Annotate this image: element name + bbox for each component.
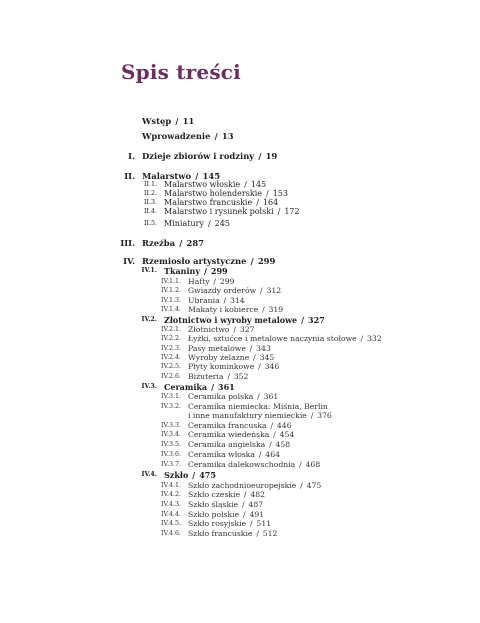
toc-entry-number: IV.1.1. [161,278,181,285]
toc-entry-page: 475 [199,470,216,480]
toc-entry-page: 458 [275,440,291,449]
toc-entry-title: Wyroby żelazne / 345 [188,353,275,362]
toc-entry-number: IV.2.2. [161,335,181,342]
toc-entry-number: II.4. [144,208,157,215]
toc-entry-title: Szkło śląskie / 487 [188,500,264,509]
toc-entry-title: Szkło czeskie / 482 [188,490,266,499]
toc-entry-page: 299 [257,256,276,266]
toc-entry-separator: / [171,116,183,126]
toc-entry-title: Ceramika polska / 361 [188,392,279,401]
toc-entry-separator: / [188,470,200,480]
toc-entry-number: IV.3.6. [161,451,181,458]
toc-entry-page: 376 [317,411,332,420]
toc-entry-title: Złotnictwo i wyroby metalowe / 327 [164,315,325,325]
toc-entry-number: IV.4.2. [161,491,181,498]
toc-entry-title: i inne manufaktury niemieckie / 376 [188,411,332,420]
toc-entry-page: 512 [262,529,278,538]
toc-entry-page: 319 [268,305,284,314]
toc-entry-page: 454 [279,430,295,439]
toc-entry-page: 299 [219,277,235,286]
toc-entry-number: IV.3.2. [161,403,181,410]
toc-entry-number: III. [120,238,135,248]
toc-entry-title: Dzieje zbiorów i rodziny / 19 [142,151,278,161]
toc-entry[interactable] [0,220,480,231]
toc-entry-separator: / [200,266,211,276]
toc-entry-page: 327 [308,315,325,325]
toc-entry-page: 511 [256,519,272,528]
toc-entry-separator: / [266,421,277,430]
toc-entry-title: Pasy metalowe / 343 [188,344,271,353]
toc-entry-separator: / [203,219,215,228]
toc-entry-title: Biżuteria / 352 [188,372,249,381]
toc-entry-number: IV.4.5. [161,520,181,527]
toc-entry-separator: / [269,430,280,439]
toc-entry-number: IV.2.6. [161,373,181,380]
toc-entry-number: II.5. [144,220,157,227]
toc-entry-title: Szkło / 475 [164,470,216,480]
toc-entry-separator: / [240,180,251,189]
toc-entry-page: 172 [284,207,300,216]
toc-entry-title: Ubrania / 314 [188,296,245,305]
toc-entry-number: I. [128,151,135,161]
toc-entry-title: Malarstwo holenderskie / 153 [164,189,288,198]
toc-entry-separator: / [238,500,249,509]
toc-entry-separator: / [296,481,307,490]
toc-entry-page: 287 [186,238,205,248]
toc-entry-title: Płyty kominkowe / 346 [188,362,280,371]
toc-entry-number: IV.1.3. [161,297,181,304]
toc-entry-page: 245 [214,219,230,228]
toc-entry-page: 145 [250,180,267,189]
toc-entry-number: II.3. [144,199,157,206]
toc-entry-separator: / [255,450,266,459]
toc-entry-number: IV.1.2. [161,287,181,294]
toc-entry[interactable] [0,239,480,250]
toc-entry-page: 11 [182,116,195,126]
toc-entry-number: II.1. [144,181,157,188]
toc-entry-title: Tkaniny / 299 [164,266,228,276]
toc-entry-page: 299 [210,266,228,276]
toc-entry-title: Ceramika / 361 [164,382,235,392]
toc-entry-title: Ceramika angielska / 458 [188,440,291,449]
toc-entry-separator: / [223,372,234,381]
toc-entry-separator: / [249,353,260,362]
toc-entry-title: Łyżki, sztućce i metalowe naczynia stołowe / 332 [188,334,382,343]
toc-entry-page: 464 [265,450,280,459]
toc-entry-separator: / [219,296,230,305]
toc-entry-separator: / [246,256,258,266]
toc-entry-title: Szkło rosyjskie / 511 [188,519,272,528]
toc-entry-page: 446 [276,421,292,430]
toc-entry-number: IV.1.4. [161,306,181,313]
toc-entry-title: Złotnictwo / 327 [188,325,255,334]
toc-entry-number: IV.4.4. [161,511,181,518]
toc-entry-separator: / [306,411,318,420]
toc-entry-title: Makaty i kobierce / 319 [188,305,284,314]
toc-entry-separator: / [297,315,309,325]
toc-entry-title: Rzeźba / 287 [142,238,205,248]
toc-entry-separator: / [356,334,367,343]
toc-entry-separator: / [209,277,220,286]
toc-entry-title: Gwiazdy orderów / 312 [188,286,282,295]
toc-entry-page: 13 [221,131,234,141]
toc-entry-title: Ceramika wiedeńska / 454 [188,430,295,439]
toc-entry-page: 475 [306,481,322,490]
toc-entry-title: Rzemiosło artystyczne / 299 [142,256,276,266]
toc-entry[interactable] [0,208,480,219]
toc-entry-number: IV.2.3. [161,345,181,352]
toc-entry-title: Ceramika francuska / 446 [188,421,292,430]
toc-entry[interactable] [0,132,480,143]
toc-entry-title: Malarstwo i rysunek polski / 172 [164,207,300,216]
toc-entry-number: IV.4.1. [161,482,181,489]
toc-entry-title: Hafty / 299 [188,277,235,286]
toc-entry-number: IV.3.7. [161,461,181,468]
toc-entry-title: Ceramika dalekowschodnia / 468 [188,460,321,469]
page-title: Spis treści [121,60,241,84]
toc-entry-separator: / [273,207,285,216]
toc-entry-number: IV.3.1. [161,393,181,400]
toc-entry-page: 482 [250,490,266,499]
toc-entry-title: Szkło francuskie / 512 [188,529,278,538]
toc-entry-title: Wstęp / 11 [142,116,195,126]
toc-entry-page: 327 [239,325,255,334]
toc-entry[interactable] [0,152,480,163]
toc-entry-page: 491 [249,510,265,519]
toc-entry-page: 361 [218,382,235,392]
toc-entry-separator: / [265,440,276,449]
toc-entry-title: Malarstwo francuskie / 164 [164,198,279,207]
toc-entry-separator: / [253,392,264,401]
toc-entry[interactable] [0,530,480,541]
toc-entry-number: IV.3.4. [161,431,181,438]
toc-entry[interactable] [0,117,480,128]
toc-entry-number: IV.4.3. [161,501,181,508]
toc-entry-separator: / [261,189,273,198]
toc-entry-number: IV.3.5. [161,441,181,448]
toc-entry-separator: / [240,490,251,499]
toc-entry-number: IV.1. [141,267,157,274]
toc-entry-title: Szkło zachodnioeuropejskie / 475 [188,481,322,490]
toc-entry-page: 332 [366,334,382,343]
toc-entry-number: IV.3. [141,383,157,390]
toc-entry-page: 312 [266,286,282,295]
toc-entry-separator: / [175,238,187,248]
toc-entry-page: 314 [229,296,245,305]
toc-entry-page: 468 [305,460,321,469]
toc-entry-title: Malarstwo / 145 [142,171,221,181]
toc-entry-separator: / [254,151,266,161]
toc-entry-title: Miniatury / 245 [164,219,230,228]
toc-entry-page: 352 [233,372,249,381]
toc-entry[interactable] [0,267,480,278]
toc-entry-title: Wprowadzenie / 13 [142,131,234,141]
toc-entry-separator: / [210,131,222,141]
toc-entry-number: IV.2.5. [161,363,181,370]
toc-entry-page: 343 [256,344,271,353]
toc-entry-separator: / [252,529,263,538]
toc-entry-title: Malarstwo włoskie / 145 [164,180,267,189]
toc-entry-number: IV.3.3. [161,422,181,429]
toc-entry-separator: / [191,171,203,181]
toc-entry-title: Szkło polskie / 491 [188,510,265,519]
toc-entry-separator: / [252,198,263,207]
toc-entry-separator: / [256,286,267,295]
toc-entry-number: IV.4. [141,471,157,478]
toc-entry-page: 164 [262,198,279,207]
toc-entry-number: IV.4.6. [161,530,181,537]
toc-entry-page: 487 [248,500,264,509]
toc-entry-title: Ceramika włoska / 464 [188,450,280,459]
toc-entry-separator: / [207,382,219,392]
toc-entry-number: II.2. [144,190,157,197]
toc-entry-page: 345 [259,353,275,362]
toc-entry-number: IV.2.1. [161,326,181,333]
toc-entry-number: IV. [123,256,135,266]
toc-entry-number: IV.2.4. [161,354,181,361]
toc-entry-number: IV.2. [141,316,157,323]
toc-entry-number: II. [124,171,135,181]
toc-entry-separator: / [258,305,269,314]
toc-entry-separator: / [239,510,250,519]
toc-entry-separator: / [229,325,240,334]
toc-entry-page: 346 [264,362,280,371]
toc-entry-page: 361 [263,392,279,401]
toc-entry-separator: / [254,362,265,371]
toc-entry-separator: / [295,460,306,469]
toc-entry-page: 153 [272,189,288,198]
toc-entry-separator: / [245,344,257,353]
toc-entry-separator: / [246,519,257,528]
toc-entry-page: 145 [202,171,221,181]
toc-entry-page: 19 [265,151,278,161]
toc-entry-title: Ceramika niemiecka: Miśnia, Berlin [188,402,328,411]
